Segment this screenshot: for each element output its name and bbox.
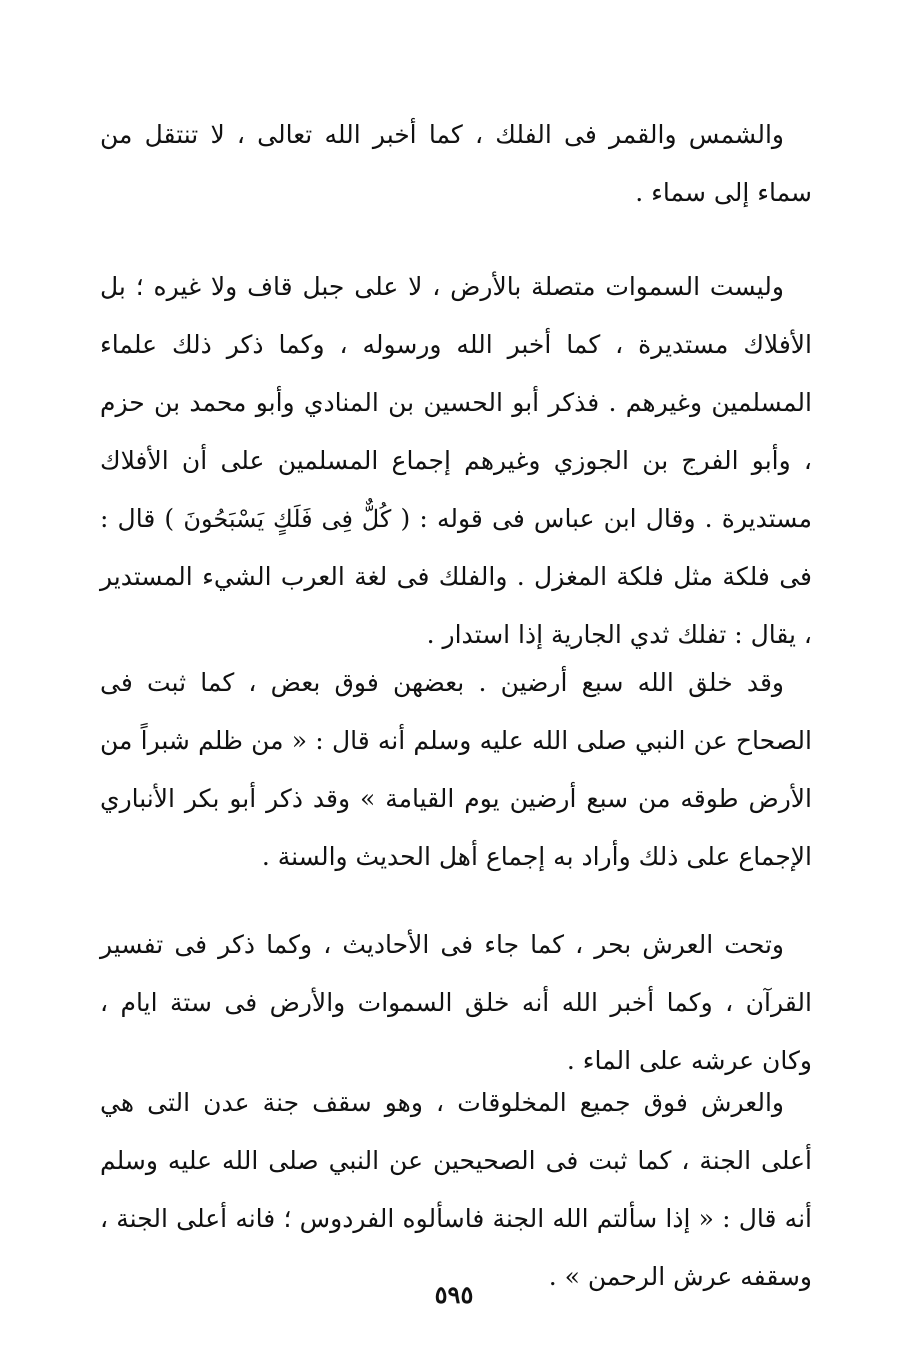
paragraph-text: والشمس والقمر فى الفلك ، كما أخبر الله تعالى ، لا تنتقل من سماء إلى سماء . [100, 120, 812, 207]
paragraph-text-after-verse: ) قال : فى فلكة مثل فلكة المغزل . والفلك فى لغة العرب الشيء المستدير ، يقال : تفلك ثدي الجارية إذا استدار . [100, 504, 812, 649]
paragraph-text: والعرش فوق جميع المخلوقات ، وهو سقف جنة عدن التى هي أعلى الجنة ، كما ثبت فى الصحيحين عن النبي صلى الله عليه وسلم أنه قال : « إذا سألتم الله الجنة فاسألوه الفردوس ؛ فانه أعلى الجنة ، وسقفه عرش الرحمن » . [100, 1088, 812, 1291]
paragraph-sun-moon [100, 106, 812, 222]
quran-verse: كُلٌّ فِى فَلَكٍ يَسْبَحُونَ [183, 505, 392, 533]
paragraph-seven-earths [100, 654, 812, 886]
paragraph-throne-sea [100, 916, 812, 1090]
paragraph-text: وقد خلق الله سبع أرضين . بعضهن فوق بعض ، كما ثبت فى الصحاح عن النبي صلى الله عليه وسلم أنه قال : « من ظلم شبراً من الأرض طوقه من سبع أرضين يوم القيامة » وقد ذكر أبو بكر الأنباري الإجماع على ذلك وأراد به إجماع أهل الحديث والسنة . [100, 668, 812, 871]
paragraph-text: وتحت العرش بحر ، كما جاء فى الأحاديث ، وكما ذكر فى تفسير القرآن ، وكما أخبر الله أنه خلق السموات والأرض فى ستة ايام ، وكان عرشه على الماء . [100, 930, 812, 1075]
paragraph-throne-above [100, 1074, 812, 1306]
paragraph-heavens [100, 258, 812, 664]
page-number: ٥٩٥ [434, 1280, 474, 1309]
paragraph-text-before-verse: وليست السموات متصلة بالأرض ، لا على جبل قاف ولا غيره ؛ بل الأفلاك مستديرة ، كما أخبر الله ورسوله ، وكما ذكر ذلك علماء المسلمين وغيرهم . فذكر أبو الحسين بن المنادي وأبو محمد بن حزم ، وأبو الفرج بن الجوزي وغيرهم إجماع المسلمين على أن الأفلاك مستديرة . وقال ابن عباس فى قوله : ( [100, 272, 812, 533]
